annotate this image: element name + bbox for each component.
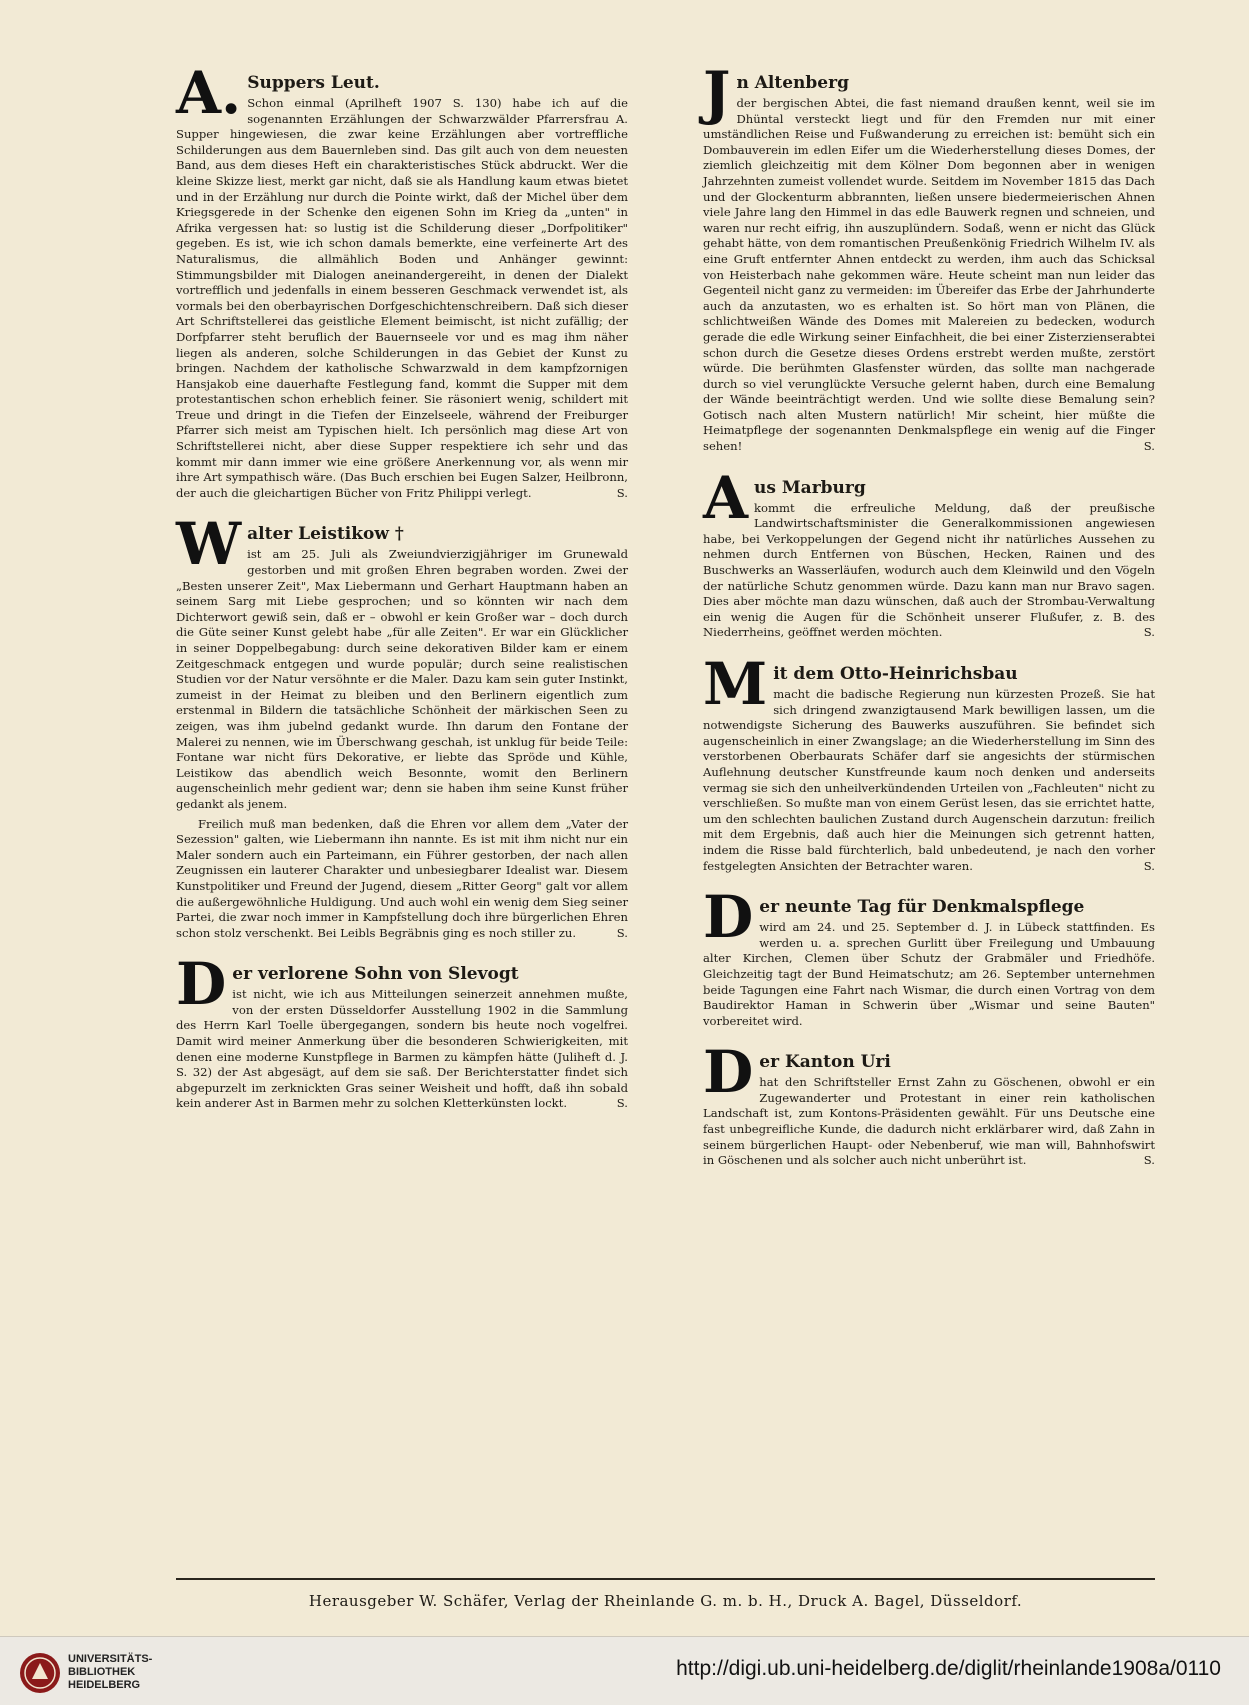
article-kanton-uri — [703, 1038, 1155, 1173]
article-title: M it dem Otto-Heinrichsbau — [703, 650, 1018, 718]
drop-initial: A — [703, 463, 749, 532]
article-paragraph: hat den Schriftsteller Ernst Zahn zu Göschenen, obwohl er ein Zugewanderter und Protestant in einer rein katholischen Landschaft ist, zum Kontons-Präsidenten gewählt. Für uns Deutsche eine fast unbegreifliche Kunde, die dadurch nicht erklärbarer wird, daß Zahn in seinem bürgerlichen Haupt- oder Nebenberuf, wie man will, Bahnhofswirt in Göschenen und als solcher auch nicht unberührt ist. S. — [703, 1075, 1155, 1168]
drop-initial: D — [703, 883, 754, 952]
article-denkmalspflege — [703, 883, 1155, 1033]
drop-initial: J — [703, 59, 731, 127]
article-signature: S. — [1143, 858, 1155, 873]
article-signature: S. — [616, 1096, 628, 1111]
article-title: D er Kanton Uri — [703, 1038, 891, 1107]
imprint-line: Herausgeber W. Schäfer, Verlag der Rheinlande G. m. b. H., Druck A. Bagel, Düsseldorf. — [308, 1592, 1023, 1610]
article-paragraph: ist nicht, wie ich aus Mitteilungen seinerzeit annehmen mußte, von der ersten Düsseldorfer Ausstellung 1902 in die Sammlung des Herrn Karl Toelle übergegangen, sondern bis heute noch vogelfrei. Damit wird meiner Anmerkung über die besonderen Schwierigkeiten, mit denen eine moderne Kunstpflege in Barmen zu kämpfen hätte (Juliheft d. J. S. 32) der Ast abgesägt, auf dem sie saß. Der Berichterstatter findet sich abgepurzelt im zerknickten Gras seiner Weisheit und hofft, daß ihn sobald kein anderer Ast in Barmen mehr zu solchen Kletterkünsten lockt. S. — [176, 987, 628, 1111]
drop-initial: M — [703, 650, 768, 718]
article-paragraph: wird am 24. und 25. September d. J. in Lübeck stattfinden. Es werden u. a. sprechen Gurlitt über Freilegung und Umbauung alter Kirchen, Clemen über Schutz der Grabmäler und Friedhöfe. Gleichzeitig tagt der Bund Heimatschutz; am 26. September unternehmen beide Tagungen eine Fahrt nach Wismar, die durch einen Vortrag von dem Baudirektor Haman in Schwerin über „Wismar und seine Bauten" vorbereitet wird. — [703, 920, 1155, 1028]
left-column — [176, 59, 628, 1130]
article-title: W alter Leistikow † — [176, 510, 404, 579]
article-verlorene-sohn — [176, 950, 628, 1116]
article-marburg — [703, 463, 1155, 645]
article-altenberg — [703, 59, 1155, 459]
article-paragraph: kommt die erfreuliche Meldung, daß der preußische Landwirtschaftsminister die Generalkommissionen angewiesen habe, bei Verkoppelungen der Gegend nicht ihr natürliches Aussehen zu nehmen durch Entfernen von Büschen, Hecken, Rainen und des Buschwerks an Wasserläufen, wodurch auch dem Kleinwild und den Vögeln der natürliche Schutz genommen würde. Dazu kann man nur Bravo sagen. Dies aber möchte man dazu wünschen, daß auch der Strombau-Verwaltung ein wenig die Augen für die Schönheit unserer Flußufer, z. B. des Niederrheins, geöffnet werden möchten. S. — [703, 500, 1155, 640]
article-title: J n Altenberg — [703, 59, 849, 127]
article-signature: S. — [1143, 625, 1155, 640]
article-paragraph: Schon einmal (Aprilheft 1907 S. 130) habe ich auf die sogenannten Erzählungen der Schwarzwälder Pfarrersfrau A. Supper hingewiesen, die zwar keine Erzählungen aber vortreffliche Schilderungen aus dem Bauernleben sind. Das gilt auch von dem neuesten Band, aus dem dieses Heft ein charakteristisches Stück abdruckt. Wer die kleine Skizze liest, merkt gar nicht, daß sie als Handlung kaum etwas bietet und in der Erzählung nur durch die Pointe wirkt, daß der Michel über dem Kriegsgerede in der Schenke den eigenen Sohn im Krieg da „unten" in Afrika vergessen hat: so lustig ist die Schilderung dieser „Dorfpolitiker" gegeben. Es ist, wie ich schon damals bemerkte, eine verfeinerte Art des Naturalismus, die allmählich Boden und Anhänger gewinnt: Stimmungsbilder mit Dialogen aneinandergereiht, in denen der Dialekt vortrefflich und jedenfalls in einem besseren Geschmack verwendet ist, als vormals bei den oberbayrischen Dorfgeschichtenschreibern. Daß sich dieser Art Schriftstellerei das geistliche Element beimischt, ist nicht zufällig; der Dorfpfarrer steht beruflich der Bauernseele vor und es mag ihm näher liegen als anderen, solche Schilderungen in das Gebiet der Kunst zu bringen. Nachdem der katholische Schwarzwald in dem kampfzornigen Hansjakob eine dauerhafte Festlegung fand, kommt die Supper mit dem protestantischen schon erheblich feiner. Sie räsoniert wenig, schildert mit Treue und dringt in die Tiefen der Einzelseele, während der Freiburger Pfarrer sich meist am Typischen hielt. Ich persönlich mag diese Art von Schriftstellerei nicht, aber diese Supper respektiere ich sehr und das kommt mir dann immer wie eine größere Anerkennung vor, als wenn mir ihre Art sympathisch wäre. (Das Buch erschien bei Eugen Salzer, Heilbronn, der auch die gleichartigen Bücher von Fritz Philippi verlegt. S. — [176, 96, 628, 500]
university-seal-icon — [18, 1651, 62, 1695]
article-otto-heinrichsbau — [703, 650, 1155, 878]
article-signature: S. — [616, 485, 628, 500]
article-title: D er neunte Tag für Denkmalspflege — [703, 883, 1085, 952]
drop-initial: D — [703, 1038, 754, 1107]
source-url-link[interactable]: http://digi.ub.uni-heidelberg.de/diglit/rheinlande1908a/0110 — [676, 1657, 1221, 1680]
article-paragraph: der bergischen Abtei, die fast niemand draußen kennt, weil sie im Dhüntal versteckt liegt und für den Fremden nur mit einer umständlichen Reise und Fußwanderung zu erreichen ist: bemüht sich ein Dombauverein im edlen Eifer um die Wiederherstellung dieses Domes, der ziemlich gleichzeitig mit dem Kölner Dom begonnen aber in wenigen Jahrzehnten zumeist vollendet wurde. Seitdem im November 1815 das Dach und der Glockenturm abbrannten, ließen unsere biedermeierischen Ahnen viele Jahre lang den Himmel in das edle Bauwerk regnen und schneien, und waren nur recht eifrig, ihn auszuplündern. Sodaß, wenn er nicht das Glück gehabt hätte, von dem romantischen Preußenkönig Friedrich Wilhelm IV. als eine Gruft entfernter Ahnen entdeckt zu werden, ihm auch das Schicksal von Heisterbach nahe gekommen wäre. Heute scheint man nun leider das Gegenteil nicht ganz zu vermeiden: im Übereifer das Erbe der Jahrhunderte auch da anzutasten, wo es erhalten ist. So hört man von Plänen, die schlichtweißen Wände des Domes mit Malereien zu bedecken, wodurch gerade die edle Wirkung seiner Einfachheit, die bei einer Zisterzienserabtei schon durch die Gesetze dieses Ordens erstrebt werden mußte, zerstört würde. Die berühmten Glasfenster würden, das sollte man nachgerade durch so viel verunglückte Versuche gelernt haben, durch eine Bemalung der Wände beeinträchtigt werden. Und wie sollte diese Bemalung sein? Gotisch nach alten Mustern natürlich! Mir scheint, hier müßte die Heimatpflege der sogenannten Denkmalspflege ein wenig auf die Finger sehen! S. — [703, 96, 1155, 454]
bottom-rule — [176, 1578, 1155, 1580]
drop-initial: A. — [176, 59, 242, 127]
article-walter-leistikow — [176, 510, 628, 945]
article-title: A us Marburg — [703, 463, 866, 532]
article-title: A. Suppers Leut. — [176, 59, 380, 127]
article-signature: S. — [1143, 1153, 1155, 1168]
article-paragraph: ist am 25. Juli als Zweiundvierzigjähriger im Grunewald gestorben und mit großen Ehren begraben worden. Zwei der „Besten unserer Zeit", Max Liebermann und Gerhart Hauptmann haben an seinem Sarg mit Liebe gesprochen; und so könnten wir nach dem Dichterwort gewiß sein, daß er – obwohl er kein Großer war – doch durch die Güte seiner Kunst gelebt habe „für alle Zeiten". Er war ein Glücklicher in seiner Doppelbegabung: durch seine dekorativen Bilder kam er einem Zeitgeschmack entgegen und wurde populär; durch seine realistischen Studien vor der Natur versöhnte er die Maler. Dazu kam sein guter Instinkt, zumeist in der Heimat zu bleiben und den Berlinern eigentlich zum erstenmal in Bildern die tatsächliche Schönheit der märkischen Seen zu zeigen, was ihm jubelnd gedankt wurde. Ihn darum den Fontane der Malerei zu nennen, wie im Überschwang geschah, ist unklug für beide Teile: Fontane war nicht fürs Dekorative, er liebte das Spröde und Kühle, Leistikow das abendlich weich Besonnte, womit den Berlinern augenscheinlich mehr gedient war; denn sie haben ihm seine Kunst früher gedankt als jenem. — [176, 547, 628, 811]
drop-initial: D — [176, 950, 227, 1019]
article-suppers-leut — [176, 59, 628, 505]
drop-initial: W — [176, 510, 242, 579]
article-signature: S. — [1143, 439, 1155, 454]
article-signature: S. — [616, 925, 628, 940]
viewer-footer — [0, 1636, 1249, 1705]
right-column — [703, 59, 1155, 1187]
article-paragraph: macht die badische Regierung nun kürzesten Prozeß. Sie hat sich dringend zwanzigtausend Mark bewilligen lassen, um die notwendigste Sicherung des Bauwerks auszuführen. Sie befindet sich augenscheinlich in einer Zwangslage; an die Wiederherstellung im Sinn des verstorbenen Oberbaurats Schäfer darf sie angesichts der stürmischen Auflehnung deutscher Kunstfreunde kaum noch denken und anderseits vermag sie sich den unheilverkündenden Urteilen von „Fachleuten" nicht zu verschließen. So mußte man von einem Gerüst lesen, das sie errichtet hatte, um den schlechten baulichen Zustand durch Augenschein darzutun: freilich mit dem Ergebnis, daß auch hier die Meinungen sich getrennt hatten, indem die Risse bald fürchterlich, bald unbedeutend, je nach den vorher festgelegten Ansichten der Betrachter waren. S. — [703, 687, 1155, 873]
article-title: D er verlorene Sohn von Slevogt — [176, 950, 519, 1019]
article-paragraph: Freilich muß man bedenken, daß die Ehren vor allem dem „Vater der Sezession" galten, wie Liebermann ihn nannte. Es ist mit ihm nicht nur ein Maler sondern auch ein Parteimann, ein Führer gestorben, der nach allen Zeugnissen ein lauterer Charakter und unbesiegbarer Idealist war. Diesem Kunstpolitiker und Freund der Jugend, diesem „Ritter Georg" galt vor allem die außergewöhnliche Huldigung. Und auch wohl ein wenig dem Sieg seiner Partei, die zwar noch immer in Kampfstellung doch ihre bürgerlichen Ehren schon stolz verschenkt. Bei Leibls Begräbnis ging es noch stiller zu. S. — [176, 816, 628, 940]
library-name: UNIVERSITÄTS- BIBLIOTHEK HEIDELBERG — [68, 1653, 153, 1691]
